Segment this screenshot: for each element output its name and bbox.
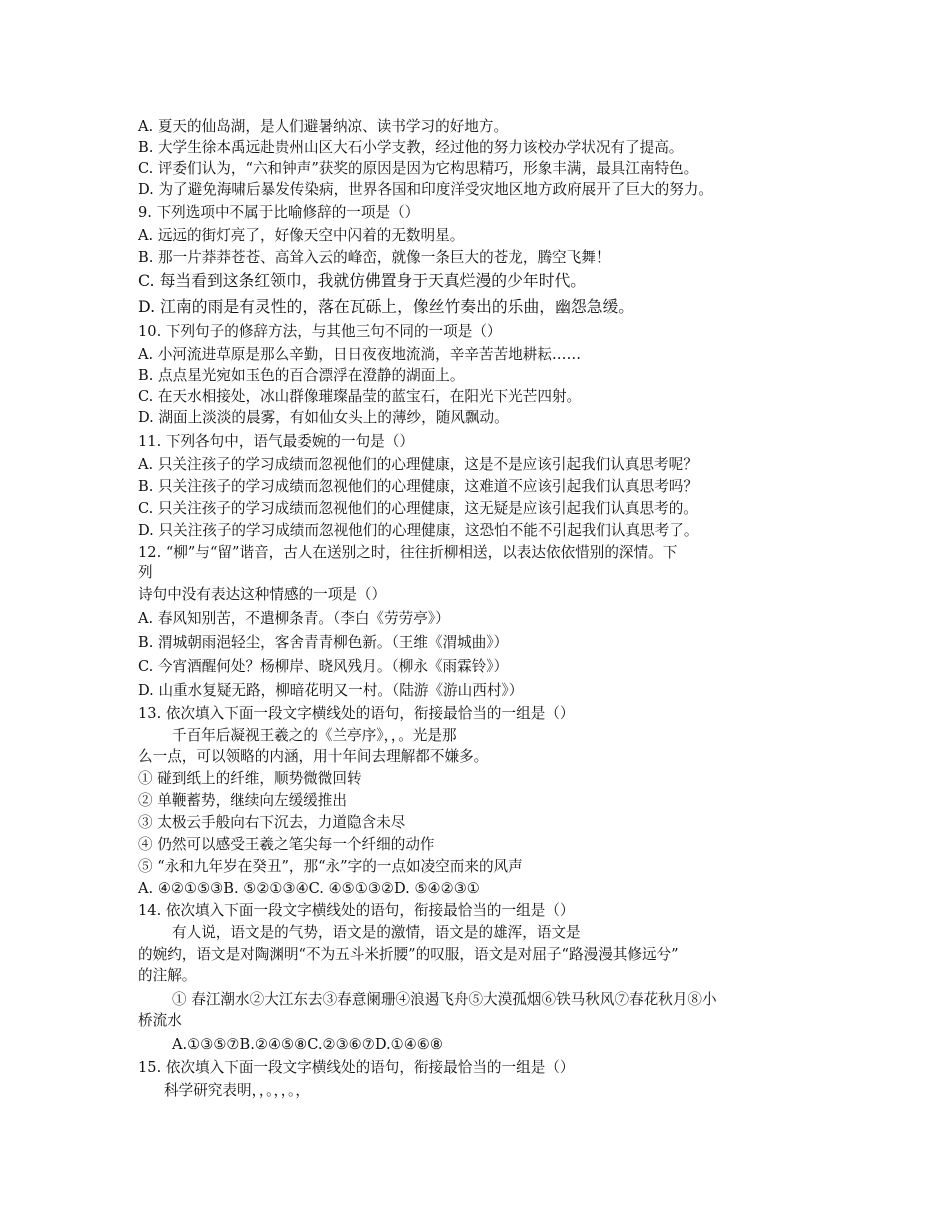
q12-option-d: D. 山重水复疑无路，柳暗花明又一村。（陆游《游山西村》）: [138, 682, 524, 699]
q14-items: ① 春江潮水②大江东去③春意阑珊④浪遏飞舟⑤大漠孤烟⑥铁马秋风⑦春花秋月⑧小: [172, 991, 717, 1008]
q13-options: A. ④②①⑤③B. ⑤②①③④C. ④⑤①③②D. ⑤④②③①: [138, 880, 480, 897]
q9-stem: 9. 下列选项中不属于比喻修辞的一项是（）: [138, 204, 420, 221]
q10-option-d: D. 湖面上淡淡的晨雾，有如仙女头上的薄纱，随风飘动。: [138, 409, 509, 426]
q10-stem: 10. 下列句子的修辞方法，与其他三句不同的一项是（）: [138, 323, 502, 340]
q8-option-d: D. 为了避免海啸后暴发传染病，世界各国和印度洋受灾地区地方政府展开了巨大的努力。: [138, 181, 714, 198]
q12-stem: 12. “柳”与“留”谐音，古人在送别之时，往往折柳相送，以表达依依惜别的深情。下: [138, 544, 678, 561]
q9-option-c: C. 每当看到这条红领巾，我就仿佛置身于天真烂漫的少年时代。: [138, 271, 587, 290]
q12-stem-cont: 诗句中没有表达这种情感的一项是（）: [138, 586, 387, 603]
q13-item-5: ⑤ “永和九年岁在癸丑”，那“永”字的一点如凌空而来的风声: [138, 858, 523, 875]
q10-option-b: B. 点点星光宛如玉色的百合漂浮在澄静的湖面上。: [138, 367, 465, 384]
q8-option-b: B. 大学生徐本禹远赴贵州山区大石小学支教，经过他的努力该校办学状况有了提高。: [138, 139, 684, 156]
q12-option-c: C. 今宵酒醒何处？杨柳岸、晓风残月。（柳永《雨霖铃》）: [138, 658, 509, 675]
q12-option-a: A. 春风知别苦，不遣柳条青。（李白《劳劳亭》）: [138, 610, 450, 627]
q14-stem: 14. 依次填入下面一段文字横线处的语句，衔接最恰当的一组是（）: [138, 902, 575, 919]
q11-option-b: B. 只关注孩子的学习成绩而忽视他们的心理健康，这难道不应该引起我们认真思考吗？: [138, 478, 698, 495]
q10-option-c: C. 在天水相接处，冰山群像璀璨晶莹的蓝宝石，在阳光下光芒四射。: [138, 388, 582, 405]
q11-stem: 11. 下列各句中，语气最委婉的一句是（）: [138, 433, 414, 450]
q11-option-c: C. 只关注孩子的学习成绩而忽视他们的心理健康，这无疑是应该引起我们认真思考的。: [138, 500, 698, 517]
q13-item-2: ② 单鞭蓄势，继续向左缓缓推出: [138, 792, 347, 809]
q13-item-4: ④ 仍然可以感受王羲之笔尖每一个纤细的动作: [138, 836, 435, 853]
q13-passage-cont: 么一点，可以领略的内涵，用十年间去理解都不嫌多。: [138, 748, 489, 765]
q14-passage: 有人说，语文是的气势，语文是的激情，语文是的雄浑，语文是: [172, 924, 581, 941]
q11-option-a: A. 只关注孩子的学习成绩而忽视他们的心理健康，这是不是应该引起我们认真思考呢？: [138, 456, 698, 473]
q8-option-a: A. 夏天的仙岛湖，是人们避暑纳凉、读书学习的好地方。: [138, 118, 509, 135]
q15-stem: 15. 依次填入下面一段文字横线处的语句，衔接最恰当的一组是（）: [138, 1059, 575, 1076]
q8-option-c: C. 评委们认为，“六和钟声”获奖的原因是因为它构思精巧，形象丰满，最具江南特色。: [138, 160, 699, 177]
q12-option-b: B. 渭城朝雨浥轻尘，客舍青青柳色新。（王维《渭城曲》）: [138, 634, 509, 651]
q13-item-1: ① 碰到纸上的纤维，顺势微微回转: [138, 770, 362, 787]
q15-passage: 科学研究表明，，。，，。，: [164, 1082, 310, 1099]
q9-option-b: B. 那一片莽莽苍苍、高耸入云的峰峦，就像一条巨大的苍龙，腾空飞舞！: [138, 249, 611, 266]
q13-stem: 13. 依次填入下面一段文字横线处的语句，衔接最恰当的一组是（）: [138, 705, 575, 722]
q14-passage-end: 的注解。: [138, 967, 197, 984]
q11-option-d: D. 只关注孩子的学习成绩而忽视他们的心理健康，这恐怕不能不引起我们认真思考了。: [138, 522, 699, 539]
q9-option-a: A. 远远的街灯亮了，好像天空中闪着的无数明星。: [138, 227, 465, 244]
q9-option-d: D. 江南的雨是有灵性的，落在瓦砾上，像丝竹奏出的乐曲，幽怨急缓。: [138, 297, 635, 316]
q14-items-cont: 桥流水: [138, 1012, 182, 1029]
q14-options: A.①③⑤⑦B.②④⑤⑧C.②③⑥⑦D.①④⑥⑧: [172, 1036, 443, 1053]
q13-item-3: ③ 太极云手般向右下沉去，力道隐含未尽: [138, 814, 406, 831]
q14-passage-cont: 的婉约，语文是对陶渊明“不为五斗米折腰”的叹服，语文是对屈子“路漫漫其修远兮”: [138, 946, 679, 963]
q10-option-a: A. 小河流进草原是那么辛勤，日日夜夜地流淌，辛辛苦苦地耕耘……: [138, 346, 582, 363]
q12-stem-wrap: 列: [138, 564, 153, 581]
q13-passage: 千百年后凝视王羲之的《兰亭序》，，。光是那: [172, 727, 457, 744]
